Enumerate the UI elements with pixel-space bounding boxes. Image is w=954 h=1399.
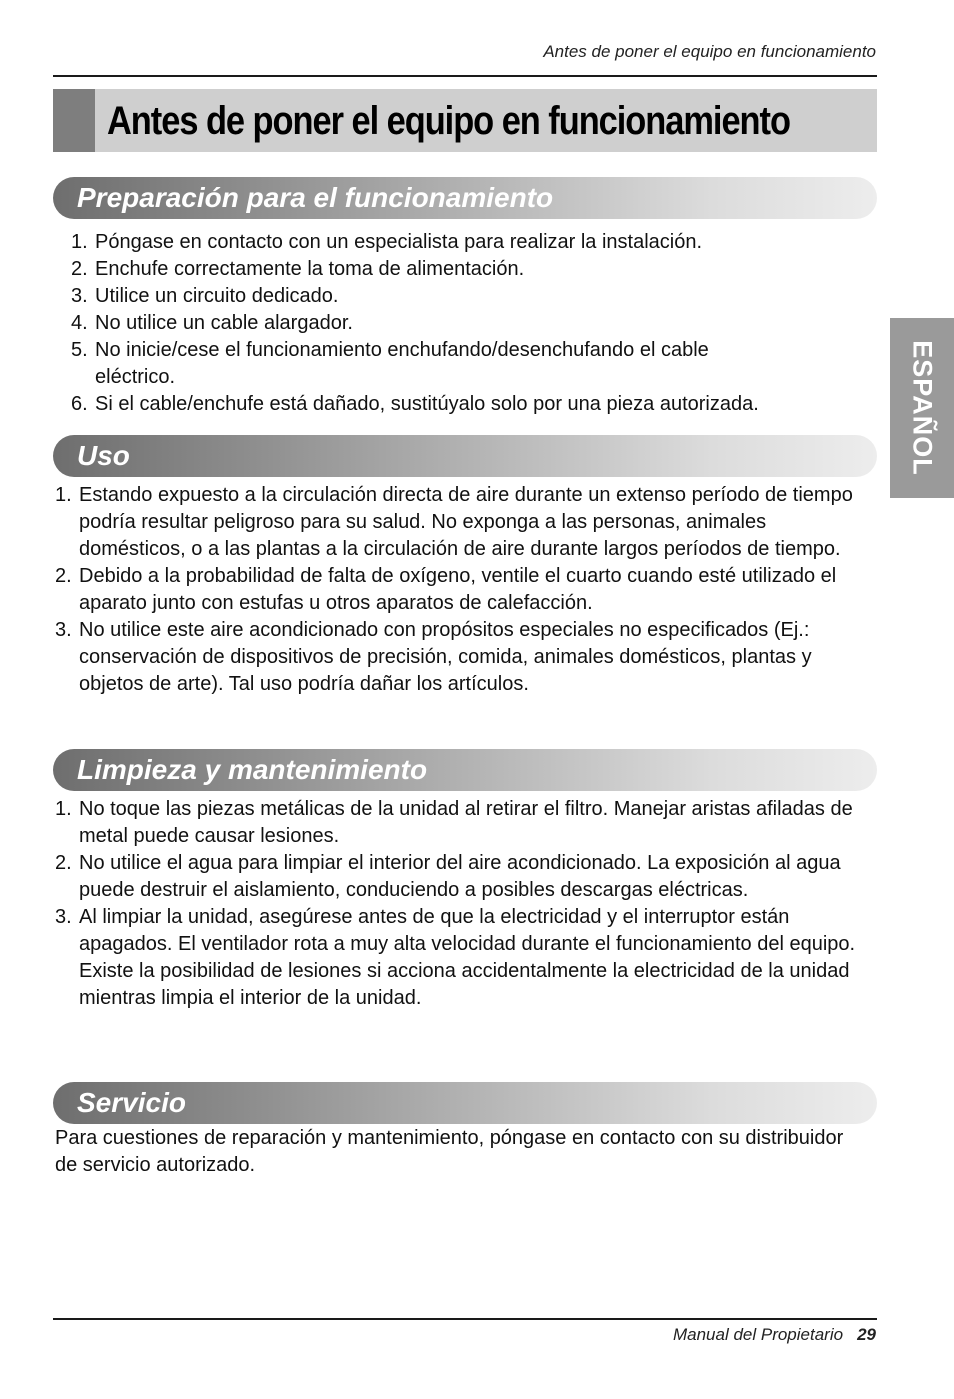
section-header-limpieza: [53, 749, 877, 791]
list-item: 3. No utilice este aire acondicionado con propósitos especiales no especificados (Ej.: conservación de dispositivos de precisión, comida, animales domésticos, plantas y objetos de arte). Tal uso podría dañar los artículos.: [55, 619, 812, 695]
language-side-tab: [890, 318, 954, 498]
section-header-uso: [53, 435, 877, 477]
list-uso: [55, 482, 870, 698]
list-item: 1. Póngase en contacto con un especialista para realizar la instalación.: [71, 231, 703, 253]
title-bar: [53, 89, 877, 152]
list-item: 1. Estando expuesto a la circulación directa de aire durante un extenso período de tiempo podría resultar peligroso para su salud. No exponga a las personas, animales domésticos, o a las plantas a la circulación de aire durante largos períodos de tiempo.: [55, 484, 853, 560]
section-header-servicio: [53, 1082, 877, 1124]
footer-rule: [53, 1318, 877, 1320]
list-item: 3. Al limpiar la unidad, asegúrese antes de que la electricidad y el interruptor están apagados. El ventilador rota a muy alta velocidad durante el funcionamiento del equipo. Existe la posibilidad de lesiones si acciona accidentalmente la electricidad de la unidad mientras limpia el interior de la unidad.: [55, 906, 856, 1009]
servicio-text: Para cuestiones de reparación y mantenimiento, póngase en contacto con su distribuidor de servicio autorizado.: [55, 1127, 844, 1176]
list-item: 1. No toque las piezas metálicas de la unidad al retirar el filtro. Manejar aristas afiladas de metal puede causar lesiones.: [55, 798, 853, 847]
list-item: 2. Debido a la probabilidad de falta de oxígeno, ventile el cuarto cuando esté utilizado el aparato junto con estufas u otros aparatos de calefacción.: [55, 565, 837, 614]
list-item: 3. Utilice un circuito dedicado.: [71, 285, 339, 307]
section-title: Uso: [77, 440, 130, 471]
list-item: 2. No utilice el agua para limpiar el interior del aire acondicionado. La exposición al agua puede destruir el aislamiento, conduciendo a posibles descargas eléctricas.: [55, 852, 841, 901]
section-title: Limpieza y mantenimiento: [77, 754, 428, 785]
title-accent-block: [53, 89, 95, 152]
list-item: 2. Enchufe correctamente la toma de alimentación.: [71, 258, 525, 280]
language-label: ESPAÑOL: [907, 340, 938, 476]
list-item: 6. Si el cable/enchufe está dañado, sustitúyalo solo por una pieza autorizada.: [71, 393, 759, 415]
footer-label: Manual del Propietario: [672, 1325, 844, 1344]
list-item: 5. No inicie/cese el funcionamiento enchufando/desenchufando el cable eléctrico.: [71, 339, 709, 388]
page-title: Antes de poner el equipo en funcionamiento: [107, 99, 790, 143]
section-title: Servicio: [77, 1087, 186, 1118]
page-number: 29: [857, 1325, 876, 1344]
list-preparacion: [71, 229, 861, 418]
list-limpieza: [55, 796, 870, 1012]
running-header: Antes de poner el equipo en funcionamiento: [543, 42, 876, 61]
header-rule: [53, 75, 877, 77]
section-header-preparacion: [53, 177, 877, 219]
footer: [673, 1325, 876, 1345]
list-item: 4. No utilice un cable alargador.: [71, 312, 353, 334]
section-title: Preparación para el funcionamiento: [77, 182, 554, 213]
